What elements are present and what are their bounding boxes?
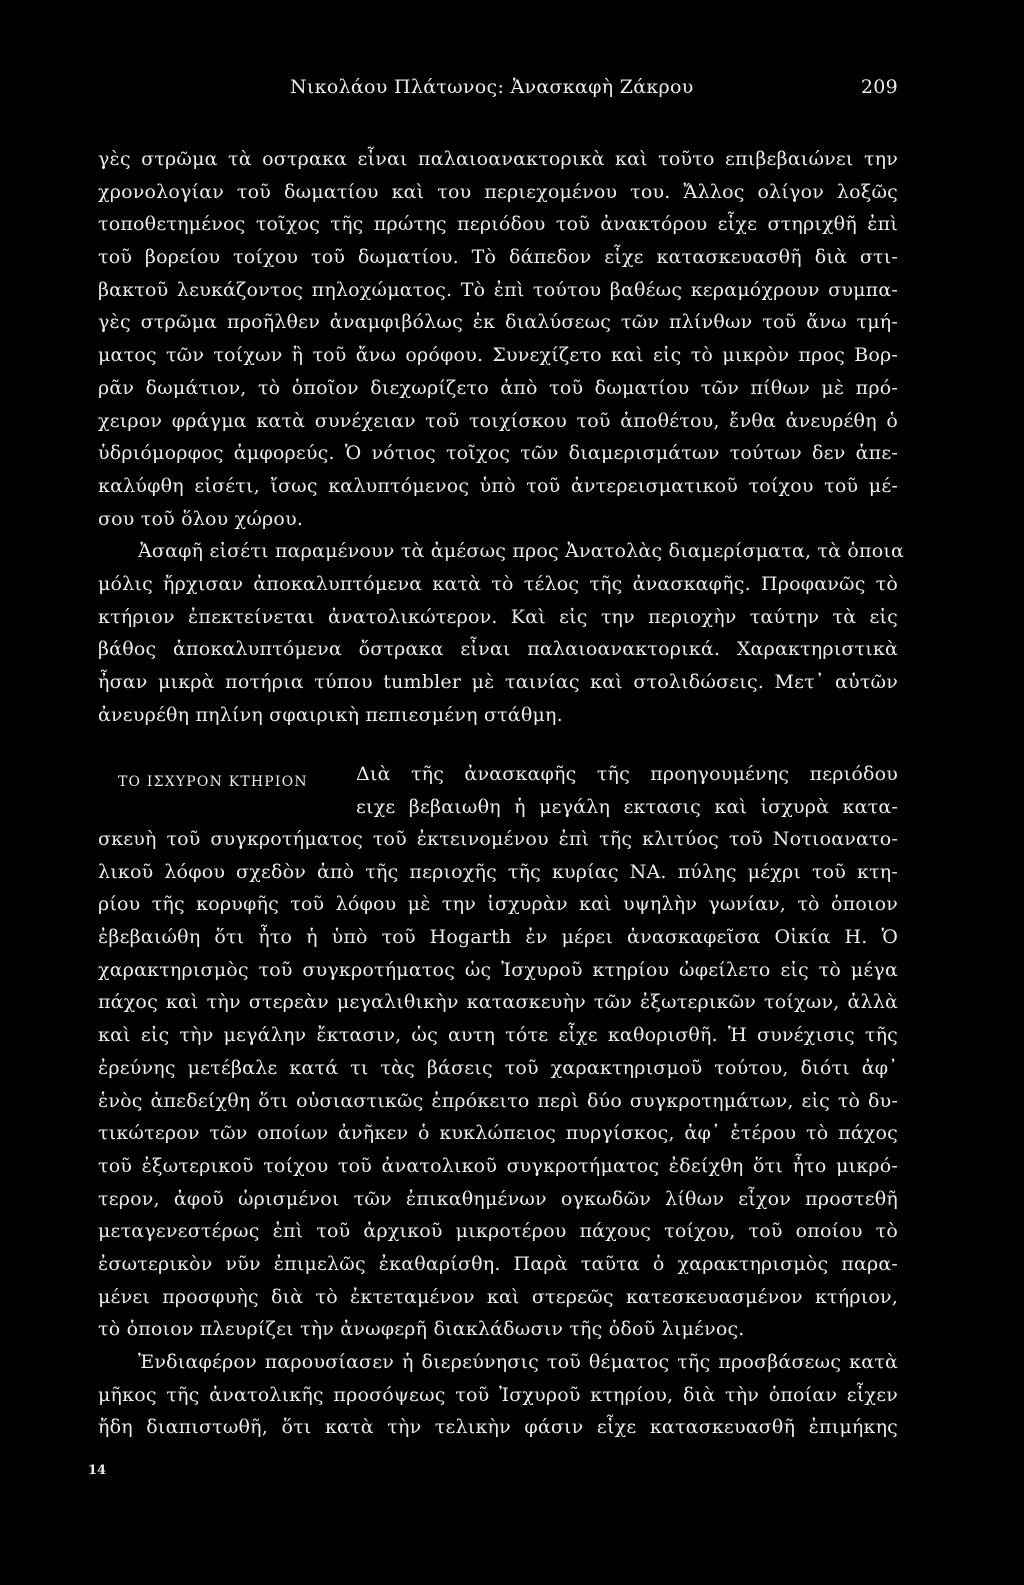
text-line: τοῦ ἐξωτερικοῦ τοίχου τοῦ ἀνατολικοῦ συγκροτήματος ἐδείχθη ὅτι ἦτο μικρό- bbox=[98, 1154, 898, 1177]
text-line: ἤδη διαπιστωθῆ, ὅτι κατὰ τὴν τελικὴν φάσιν εἶχε κατασκευασθῆ ἐπιμήκης bbox=[98, 1416, 898, 1439]
section-heading: ΤΟ ΙΣΧΥΡΟΝ ΚΤΗΡΙΟΝ bbox=[118, 774, 308, 790]
section-intro bbox=[98, 758, 898, 823]
signature-mark: 14 bbox=[88, 1463, 107, 1478]
text-line: μόλις ἤρχισαν ἀποκαλυπτόμενα κατὰ τὸ τέλος τῆς ἀνασκαφῆς. Προφανῶς τὸ bbox=[98, 572, 898, 595]
text-line: ἐρεύνης μετέβαλε κατά τι τὰς βάσεις τοῦ χαρακτηρισμοῦ τούτου, διότι ἀφ᾽ bbox=[98, 1056, 898, 1079]
text-line: σκευὴ τοῦ συγκροτήματος τοῦ ἐκτεινομένου ἐπὶ τῆς κλιτύος τοῦ Νοτιοανατο- bbox=[98, 828, 898, 850]
section-body bbox=[98, 823, 898, 1444]
text-line: λικοῦ λόφου σχεδὸν ἀπὸ τῆς περιοχῆς τῆς κυρίας ΝΑ. πύλης μέχρι τοῦ κτη- bbox=[98, 860, 898, 883]
page-header bbox=[98, 76, 898, 106]
text-line: καλύφθη εἰσέτι, ἴσως καλυπτόμενος ὑπὸ τοῦ ἀντερεισματικοῦ τοίχου τοῦ μέ- bbox=[98, 474, 898, 497]
text-line: κτήριον ἐπεκτείνεται ἀνατολικώτερον. Καὶ εἰς την περιοχὴν ταύτην τὰ εἰς bbox=[98, 605, 898, 628]
text-line: μένει προσφυὴς διὰ τὸ ἐκτεταμένον καὶ στερεῶς κατεσκευασμένον κτήριον, bbox=[98, 1285, 898, 1308]
text-line: τοποθετημένος τοῖχος τῆς πρώτης περιόδου τοῦ ἀνακτόρου εἶχε στηριχθῆ ἐπὶ bbox=[98, 213, 898, 236]
text-line: ἑνὸς ἀπεδείχθη ὅτι οὐσιαστικῶς ἐπρόκειτο περὶ δύο συγκροτημάτων, εἰς τὸ δυ- bbox=[98, 1089, 898, 1112]
text-line: τοῦ βορείου τοίχου τοῦ δωματίου. Τὸ δάπεδον εἶχε κατασκευασθῆ διὰ στι- bbox=[98, 246, 898, 269]
text-line: ματος τῶν τοίχων ἢ τοῦ ἄνω ορόφου. Συνεχίζετο καὶ εἰς τὸ μικρὸν προς Βορ- bbox=[98, 344, 898, 367]
text-line: ρᾶν δωμάτιον, τὸ ὁποῖον διεχωρίζετο ἀπὸ τοῦ δωματίου τῶν πίθων μὲ πρό- bbox=[98, 376, 898, 399]
body-text-top bbox=[98, 143, 905, 731]
running-title: Νικολάου Πλάτωνος: Ἀνασκαφὴ Ζάκρου bbox=[290, 76, 694, 98]
text-line: χαρακτηρισμὸς τοῦ συγκροτήματος ὡς Ἰσχυροῦ κτηρίου ὠφείλετο εἰς τὸ μέγα bbox=[98, 958, 898, 981]
text-line: μῆκος τῆς ἀνατολικῆς προσόψεως τοῦ Ἰσχυροῦ κτηρίου, διὰ τὴν ὁποίαν εἶχεν bbox=[98, 1383, 898, 1406]
text-line: ειχε βεβαιωθη ἡ μεγάλη εκτασις καὶ ἰσχυρὰ κατα- bbox=[356, 795, 898, 818]
text-line: τὸ ὁποιον πλευρίζει τὴν ἀνωφερῆ διακλάδωσιν τῆς ὁδοῦ λιμένος. bbox=[98, 1318, 745, 1341]
text-line: μεταγενεστέρως ἐπὶ τοῦ ἀρχικοῦ μικροτέρου πάχους τοίχου, τοῦ οποίου τὸ bbox=[98, 1220, 898, 1243]
text-line: Διὰ τῆς ἀνασκαφῆς τῆς προηγουμένης περιόδου bbox=[356, 763, 898, 785]
text-line: Ἀσαφῆ εἰσέτι παραμένουν τὰ ἀμέσως προς Ἀνατολὰς διαμερίσματα, τὰ ὁποια bbox=[138, 540, 905, 563]
text-line: ρίου τῆς κορυφῆς τοῦ λόφου μὲ την ἰσχυρὰν καὶ υψηλὴν γωνίαν, τὸ ὁποιον bbox=[98, 893, 898, 916]
text-line: πάχος καὶ τὴν στερεὰν μεγαλιθικὴν κατασκευὴν τῶν ἐξωτερικῶν τοίχων, ἀλλὰ bbox=[98, 991, 898, 1014]
text-line: ἀνευρέθη πηλίνη σφαιρικὴ πεπιεσμένη στάθμη. bbox=[98, 703, 563, 726]
text-line: τερον, ἀφοῦ ὡρισμένοι τῶν ἐπικαθημένων ογκωδῶν λίθων εἶχον προστεθῆ bbox=[98, 1187, 898, 1210]
text-line: ὑδριόμορφος ἀμφορεύς. Ὁ νότιος τοῖχος τῶν διαμερισμάτων τούτων δεν ἀπε- bbox=[98, 442, 898, 465]
text-line: χειρον φράγμα κατὰ συνέχειαν τοῦ τοιχίσκου τοῦ ἀποθέτου, ἔνθα ἀνευρέθη ὁ bbox=[98, 409, 898, 432]
text-line: χρονολογίαν τοῦ δωματίου καὶ του περιεχομένου του. Ἄλλος ολίγον λοξῶς bbox=[98, 180, 898, 203]
page-number: 209 bbox=[860, 76, 898, 98]
text-line: γὲς στρῶμα προῆλθεν ἀναμφιβόλως ἐκ διαλύσεως τῶν πλίνθων τοῦ ἄνω τμή- bbox=[98, 311, 898, 334]
text-line: σου τοῦ ὅλου χώρου. bbox=[98, 507, 304, 530]
text-line: Ἐνδιαφέρον παρουσίασεν ἡ διερεύνησις τοῦ θέματος τῆς προσβάσεως κατὰ bbox=[138, 1351, 898, 1373]
text-line: καὶ εἰς τὴν μεγάλην ἔκτασιν, ὡς αυτη τότε εἶχε καθορισθῆ. Ἡ συνέχισις τῆς bbox=[98, 1024, 898, 1047]
text-line: βάθος ἀποκαλυπτόμενα ὄστρακα εἶναι παλαιοανακτορικά. Χαρακτηριστικὰ bbox=[98, 638, 898, 661]
text-line: ἦσαν μικρὰ ποτήρια τύπου tumbler μὲ ταινίας καὶ στολιδώσεις. Μετ᾽ αὐτῶν bbox=[98, 671, 898, 693]
text-line: ἐσωτερικὸν νῦν ἐπιμελῶς ἐκαθαρίσθη. Παρὰ ταῦτα ὁ χαρακτηρισμὸς παρα- bbox=[98, 1252, 898, 1275]
text-line: ἐβεβαιώθη ὅτι ἦτο ἡ ὑπὸ τοῦ Hogarth ἐν μέρει ἀνασκαφεῖσα Οἰκία Η. Ὁ bbox=[98, 926, 898, 949]
text-line: τικώτερον τῶν οποίων ἀνῆκεν ὁ κυκλώπειος πυργίσκος, ἀφ᾽ ἑτέρου τὸ πάχος bbox=[98, 1122, 898, 1145]
text-line: βακτοῦ λευκάζοντος πηλοχώματος. Τὸ ἐπὶ τούτου βαθέως κεραμόχρουν συμπα- bbox=[98, 278, 898, 301]
text-line: γὲς στρῶμα τὰ οστρακα εἶναι παλαιοανακτορικὰ καὶ τοῦτο επιβεβαιώνει την bbox=[98, 148, 898, 170]
